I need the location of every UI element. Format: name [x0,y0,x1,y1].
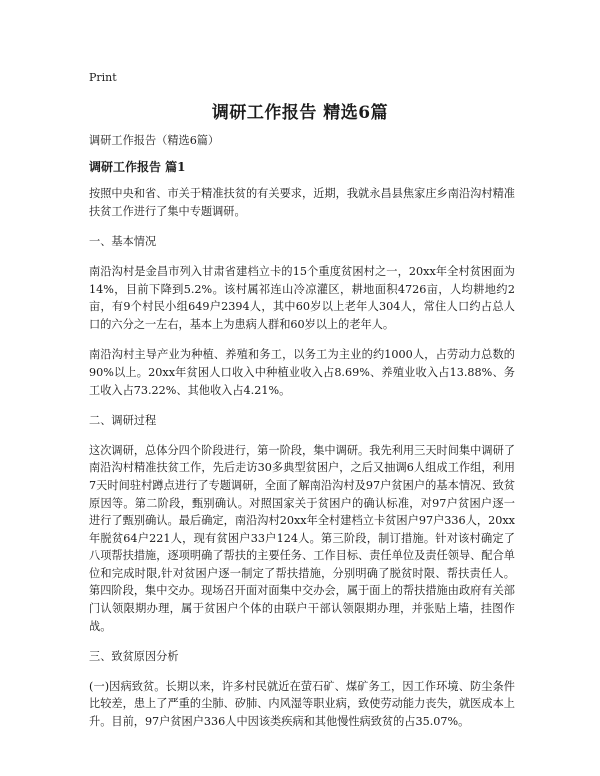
document-body [89,132,515,744]
basic-situation-paragraph-1: 南沿沟村是金昌市列入甘肃省建档立卡的15个重度贫困村之一，20xx年全村贫困面为14%，目前下降到5.2%。该村属祁连山冷凉灌区，耕地面积4726亩，人均耕地约2亩，有9个村民小组649户2394人，其中60岁以上老年人304人，常住人口约占总人口的六分之一左右，基本上为患病人群和60岁以上的老年人。 [89,264,515,331]
intro-paragraph: 按照中央和省、市关于精准扶贫的有关要求，近期，我就永昌县焦家庄乡南沿沟村精准扶贫工作进行了集中专题调研。 [89,187,515,218]
heading-research-process: 二、调研过程 [89,414,157,428]
heading-basic-situation: 一、基本情况 [89,235,157,249]
section-title: 调研工作报告 篇1 [89,159,186,174]
print-label[interactable]: Print [89,71,117,84]
page-title: 调研工作报告 精选6篇 [211,103,389,123]
poverty-cause-illness-paragraph: (一)因病致贫。长期以来，许多村民就近在萤石矿、煤矿务工，因工作环境、防尘条件比较差，患上了严重的尘肺、矽肺、内风湿等职业病，致使劳动能力丧失，就医成本上升。目前，97户贫困户336人中因该类疾病和其他慢性病致贫的占35.07%。 [89,679,515,729]
document-subtitle: 调研工作报告（精选6篇） [89,134,220,147]
basic-situation-paragraph-2: 南沿沟村主导产业为种植、养殖和务工，以务工为主业的约1000人，占劳动力总数的90%以上。20xx年贫困人口收入中种植业收入占8.69%、养殖业收入占13.88%、务工收入占73.22%、其他收入占4.21%。 [89,348,515,397]
heading-poverty-causes: 三、致贫原因分析 [89,650,179,664]
research-process-paragraph: 这次调研，总体分四个阶段进行，第一阶段，集中调研。我先利用三天时间集中调研了南沿沟村精准扶贫工作，先后走访30多典型贫困户，之后又抽调6人组成工作组，利用7天时间驻村蹲点进行了专题调研，全面了解南沿沟村及97户贫困户的基本情况、致贫原因等。第二阶段，甄别确认。对照国家关于贫困户的确认标准，对97户贫困户逐一进行了甄别确认。最后确定，南沿沟村20xx年全村建档立卡贫困户97户336人，20xx年脱贫64户221人，现有贫困户33户124人。第三阶段，制订措施。针对该村确定了八项帮扶措施，逐项明确了帮扶的主要任务、工作目标、责任单位及责任领导、配合单位和完成时限,针对贫困户逐一制定了帮扶措施，分别明确了脱贫时限、帮扶责任人。第四阶段，集中交办。现场召开面对面集中交办会，属于面上的帮扶措施由政府有关部门认领限期办理，属于贫困户个体的由联户干部认领限期办理，并张贴上墙，挂图作战。 [89,443,515,633]
